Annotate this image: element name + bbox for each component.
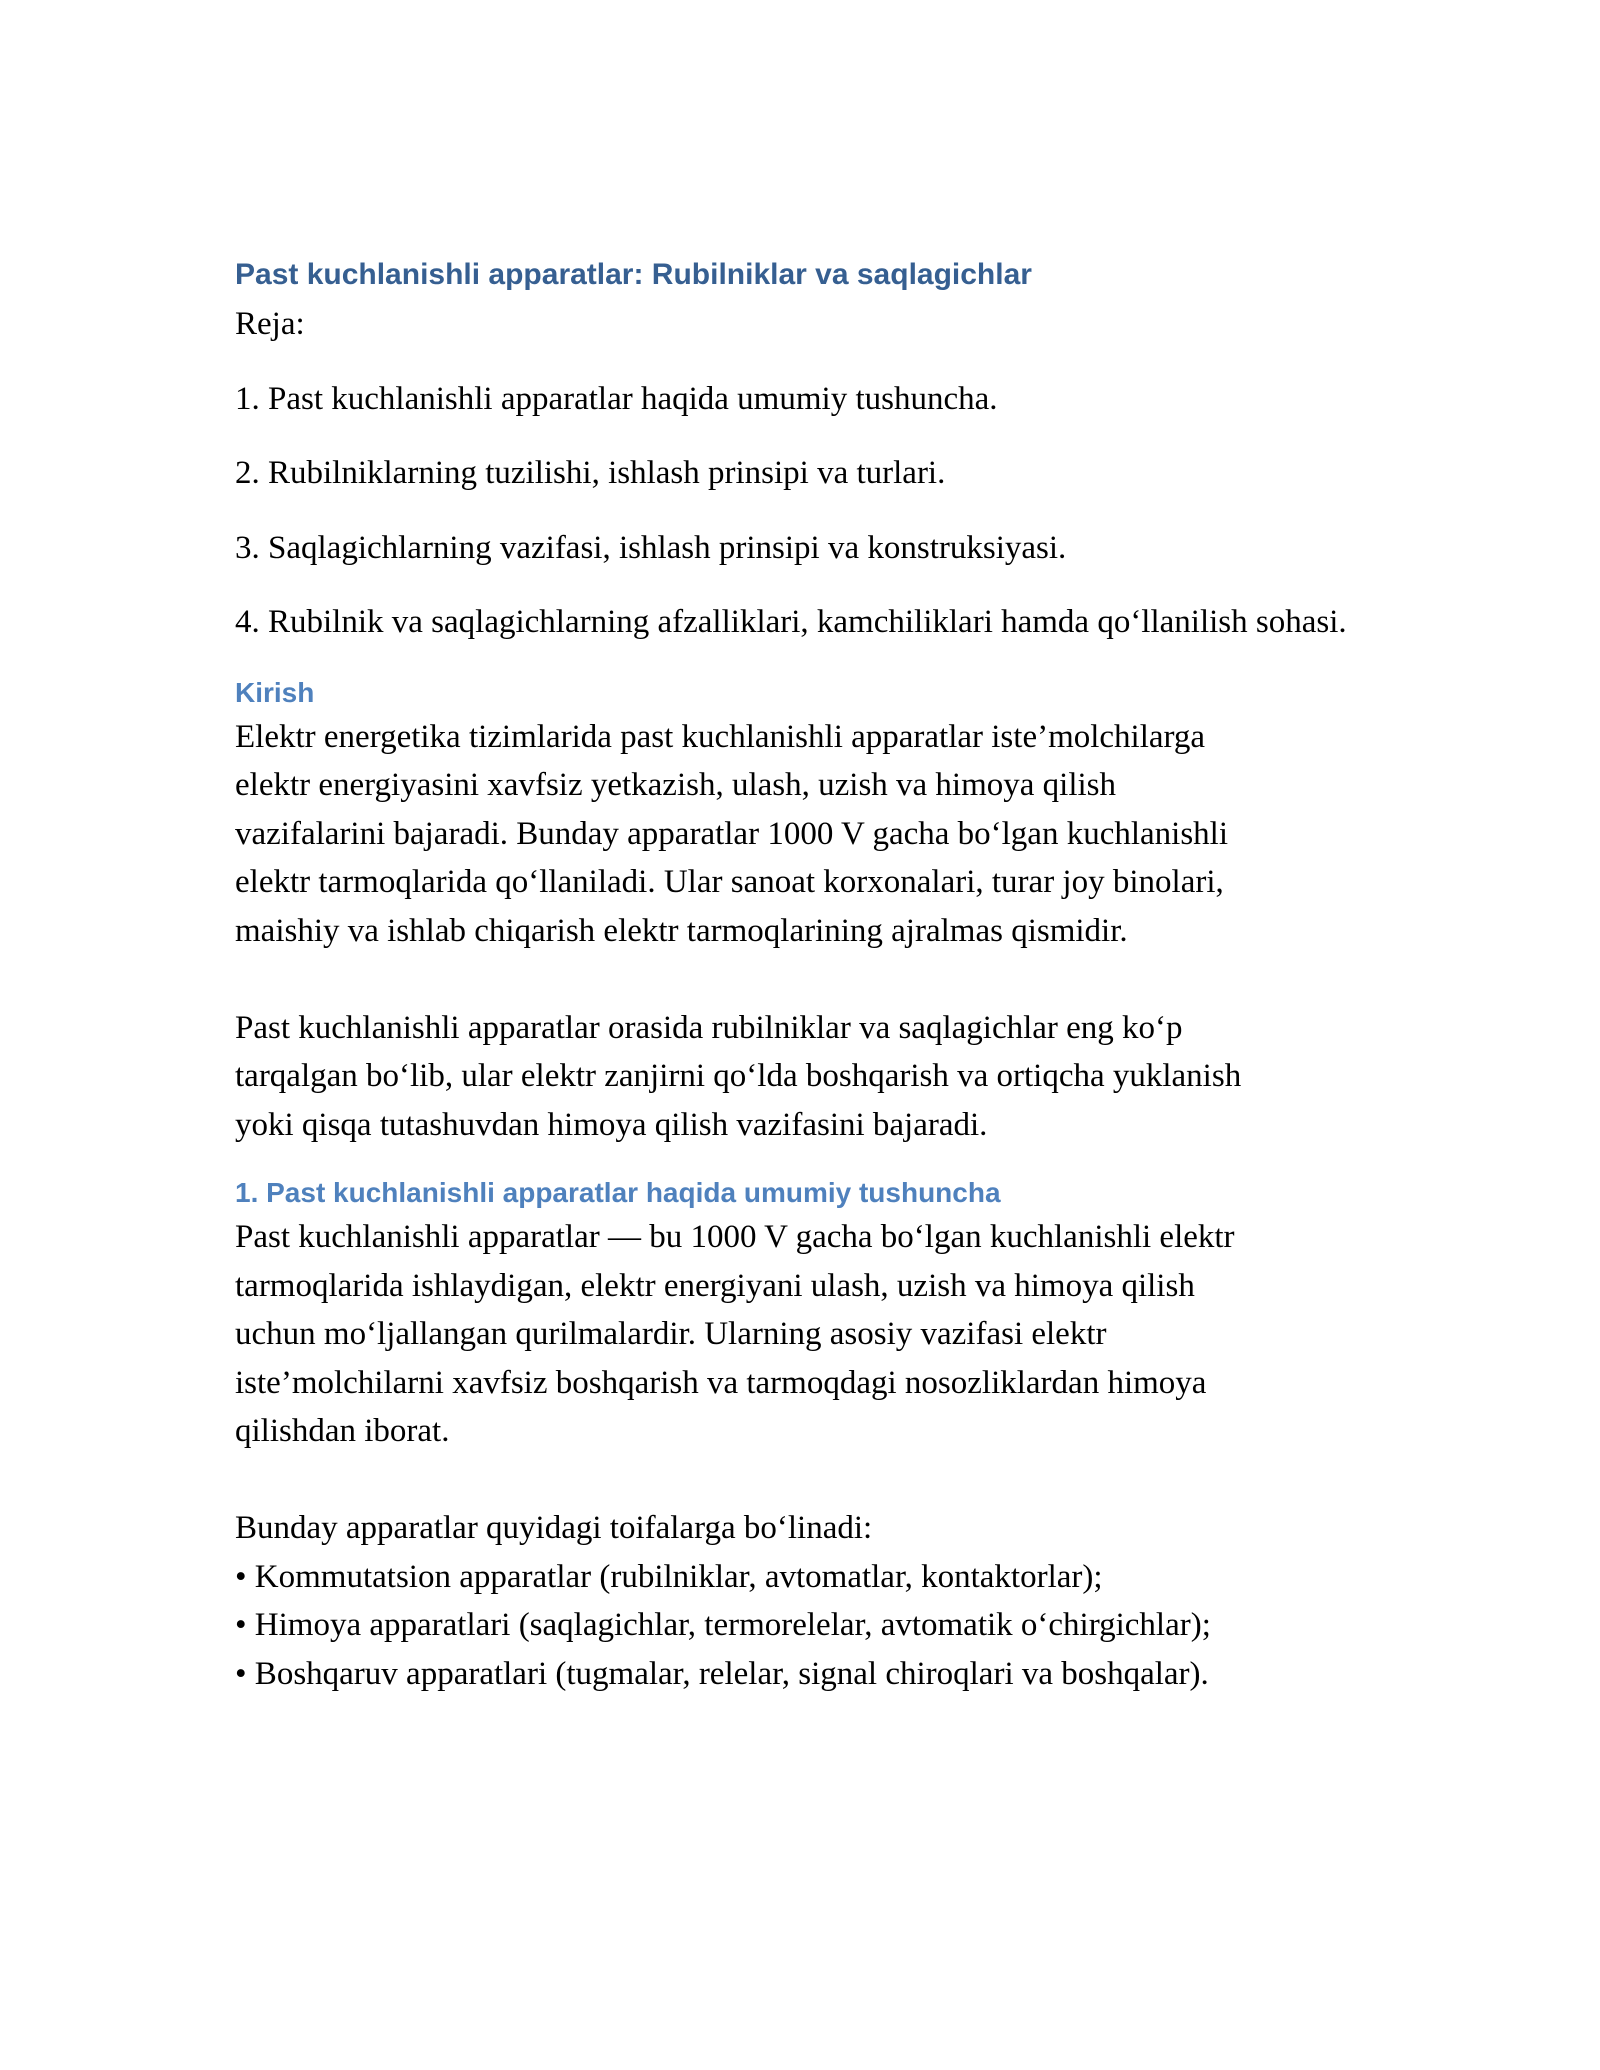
category-list (235, 1553, 1385, 1699)
intro-paragraph-1: Elektr energetika tizimlarida past kuchlanishli apparatlar iste’molchilarga elektr energiyasini xavfsiz yetkazish, ulash, uzish va himoya qilish vazifalarini bajaradi. Bunday apparatlar 1000 V gacha bo‘lgan kuchlanishli elektr tarmoqlarida qo‘llaniladi. Ular sanoat korxonalari, turar joy binolari, maishiy va ishlab chiqarish elektr tarmoqlarining ajralmas qismidir. (235, 718, 1229, 949)
plan-list (235, 375, 1385, 647)
plan-item-3: 3. Saqlagichlarning vazifasi, ishlash prinsipi va konstruksiyasi. (235, 529, 1067, 566)
list-item: • Boshqaruv apparatlari (tugmalar, relelar, signal chiroqlari va boshqalar). (235, 1655, 1209, 1692)
list-item: • Himoya apparatlari (saqlagichlar, termorelelar, avtomatik o‘chirgichlar); (235, 1607, 1211, 1643)
plan-label: Reja: (235, 306, 305, 342)
plan-item-1: 1. Past kuchlanishli apparatlar haqida umumiy tushuncha. (235, 380, 998, 417)
section-1-list-intro: Bunday apparatlar quyidagi toifalarga bo‘linadi: (235, 1510, 873, 1546)
section-1-heading: 1. Past kuchlanishli apparatlar haqida umumiy tushuncha (235, 1177, 1001, 1208)
plan-item-2: 2. Rubilniklarning tuzilishi, ishlash prinsipi va turlari. (235, 455, 946, 491)
intro-heading: Kirish (235, 676, 315, 708)
document-title: Past kuchlanishli apparatlar: Rubilniklar va saqlagichlar (235, 258, 1032, 291)
document-page (235, 250, 1385, 1698)
plan-item-4: 4. Rubilnik va saqlagichlarning afzalliklari, kamchiliklari hamda qo‘llanilish sohasi. (235, 604, 1347, 640)
paragraph-spacer (235, 1456, 1385, 1505)
paragraph-spacer (235, 955, 1385, 1004)
section-1-paragraph: Past kuchlanishli apparatlar — bu 1000 V gacha bo‘lgan kuchlanishli elektr tarmoqlarida ishlaydigan, elektr energiyani ulash, uzish va himoya qilish uchun mo‘ljallangan qurilmalardir. Ularning asosiy vazifasi elektr iste’molchilarni xavfsiz boshqarish va tarmoqdagi nosozliklardan himoya qilishdan iborat. (235, 1219, 1235, 1449)
list-item: • Kommutatsion apparatlar (rubilniklar, avtomatlar, kontaktorlar); (235, 1558, 1103, 1595)
intro-paragraph-2: Past kuchlanishli apparatlar orasida rubilniklar va saqlagichlar eng ko‘p tarqalgan bo‘lib, ular elektr zanjirni qo‘lda boshqarish va ortiqcha yuklanish yoki qisqa tutashuvdan himoya qilish vazifasini bajaradi. (235, 1009, 1242, 1143)
